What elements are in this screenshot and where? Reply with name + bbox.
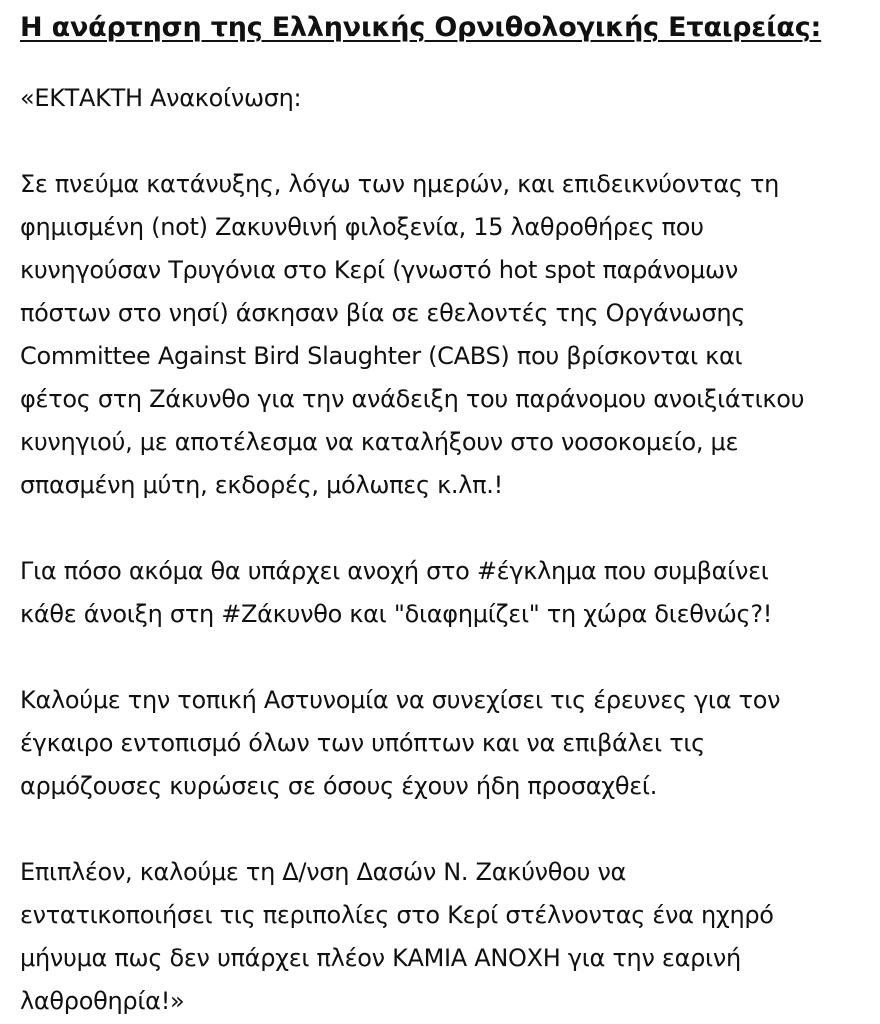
paragraph3-line-2: έγκαιρο εντοπισμό όλων των υπόπτων και να επιβάλει τις: [20, 729, 705, 757]
paragraph1-line-8: σπασμένη μύτη, εκδορές, μόλωπες κ.λπ.!: [20, 471, 503, 499]
paragraph1-line-3: κυνηγούσαν Τρυγόνια στο Κερί (γνωστό hot spot παράνομων: [20, 256, 738, 284]
paragraph1-line-1: Σε πνεύμα κατάνυξης, λόγω των ημερών, και επιδεικνύοντας τη: [20, 170, 780, 198]
intro-line: [20, 77, 862, 1023]
paragraph4-line-2: εντατικοποιήσει τις περιπολίες στο Κερί στέλνοντας ένα ηχηρό: [20, 901, 774, 929]
paragraph3-line-1: Καλούμε την τοπική Αστυνομία να συνεχίσει τις έρευνες για τον: [20, 686, 781, 714]
paragraph3-line-3: αρμόζουσες κυρώσεις σε όσους έχουν ήδη προσαχθεί.: [20, 772, 658, 800]
paragraph-gap: [20, 507, 862, 550]
paragraph1-line-7: κυνηγιού, με αποτέλεσμα να καταλήξουν στο νοσοκομείο, με: [20, 428, 739, 456]
paragraph4-line-1: Επιπλέον, καλούμε τη Δ/νση Δασών Ν. Ζακύνθου να: [20, 858, 627, 886]
paragraph-gap: [20, 636, 862, 679]
paragraph2-line-2: κάθε άνοιξη στη #Ζάκυνθο και "διαφημίζει" τη χώρα διεθνώς?!: [20, 600, 773, 628]
paragraph-gap: [20, 808, 862, 851]
paragraph1-line-6: φέτος στη Ζάκυνθο για την ανάδειξη του παράνομου ανοιξιάτικου: [20, 385, 805, 413]
paragraph4-line-4: λαθροθηρία!»: [20, 987, 185, 1015]
paragraph-gap: [20, 120, 862, 163]
paragraph4-line-3: μήνυμα πως δεν υπάρχει πλέον ΚΑΜΙΑ ΑΝΟΧΗ για την εαρινή: [20, 944, 741, 972]
paragraph1-line-4: πόστων στο νησί) άσκησαν βία σε εθελοντές της Οργάνωσης: [20, 299, 746, 327]
paragraph2-line-1: Για πόσο ακόμα θα υπάρχει ανοχή στο #έγκλημα που συμβαίνει: [20, 557, 769, 585]
paragraph1-line-2: φημισμένη (not) Ζακυνθινή φιλοξενία, 15 λαθροθήρες που: [20, 213, 704, 241]
intro-text: «ΕΚΤΑΚΤΗ Ανακοίνωση:: [20, 84, 302, 112]
post-title: Η ανάρτηση της Ελληνικής Ορνιθολογικής Εταιρείας:: [20, 12, 822, 43]
paragraph1-line-5: Committee Against Bird Slaughter (CABS) που βρίσκονται και: [20, 342, 743, 370]
